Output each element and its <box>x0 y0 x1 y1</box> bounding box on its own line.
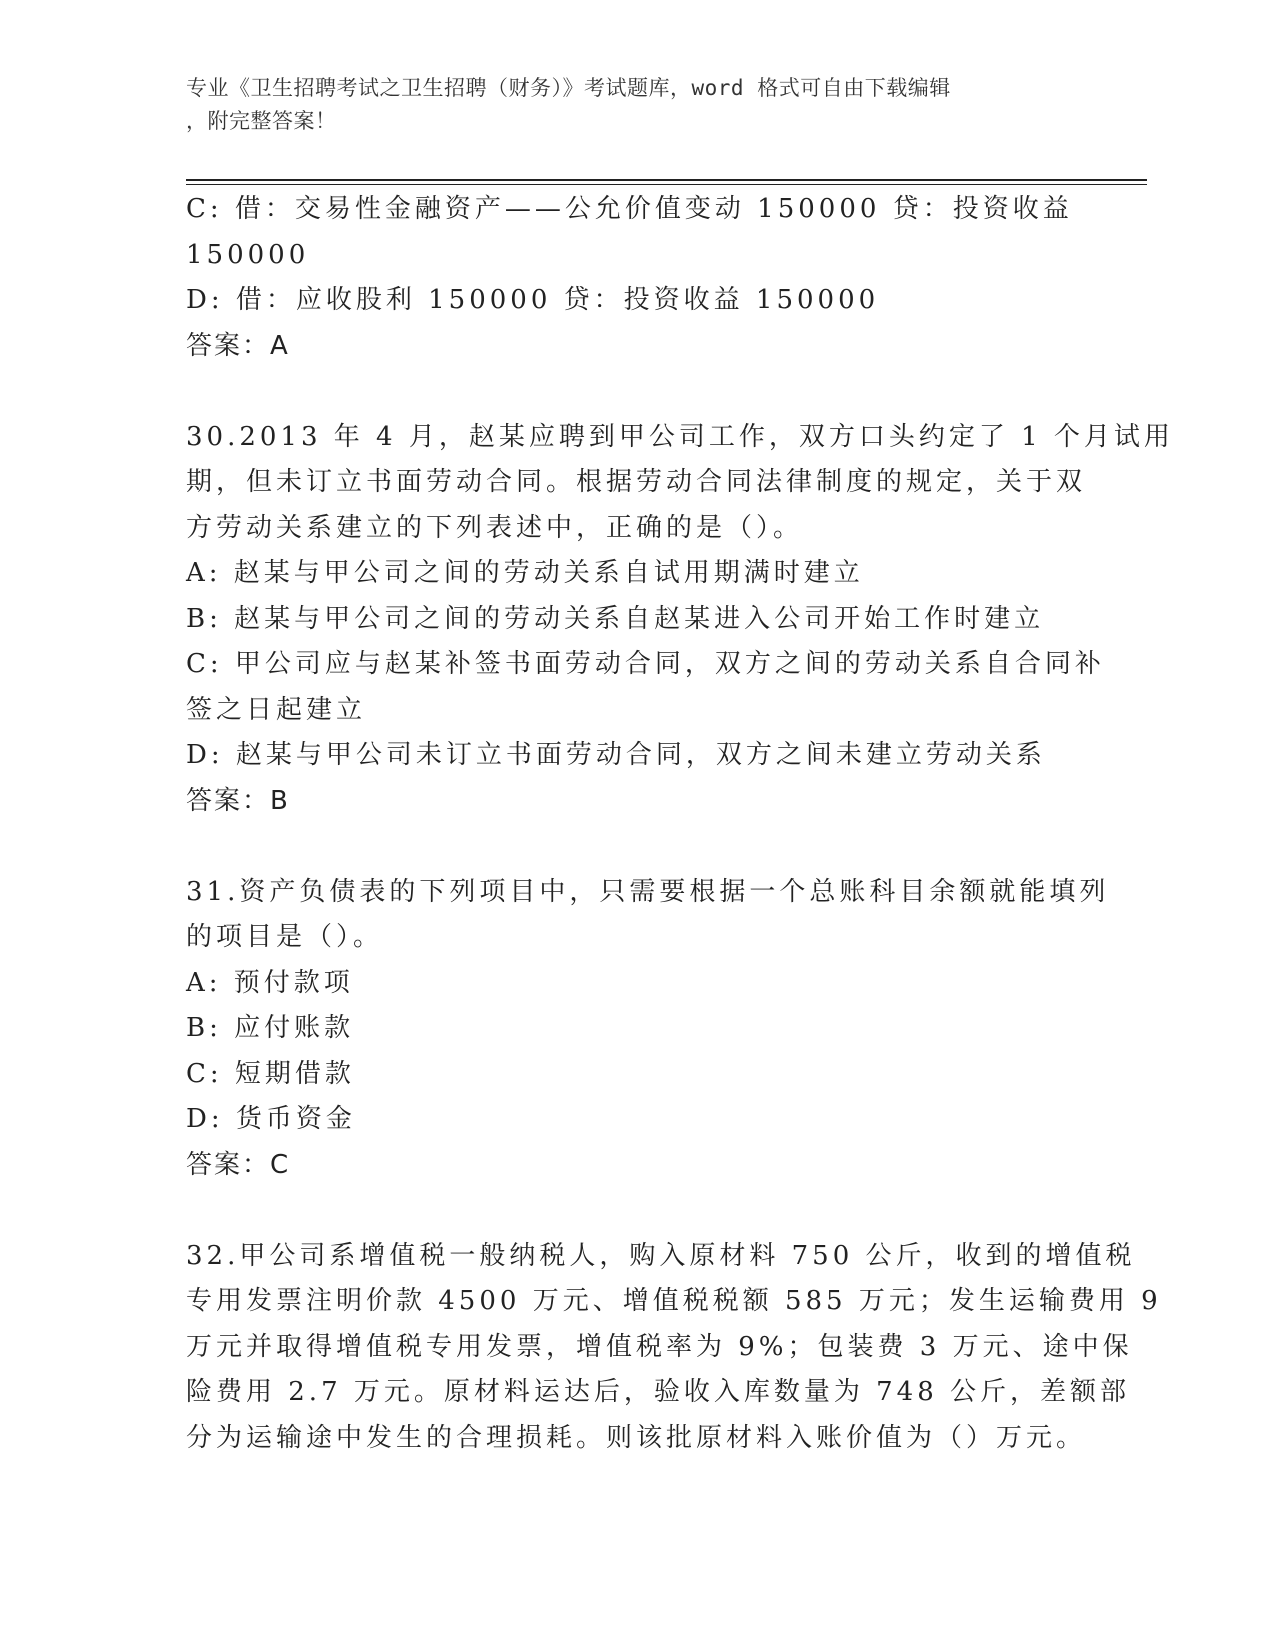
option-c-line-1: C: 借：交易性金融资产——公允价值变动 150000 贷：投资收益 <box>186 194 1073 224</box>
document-header <box>186 72 1086 138</box>
question-stem-line: 专用发票注明价款 4500 万元、增值税税额 585 万元；发生运输费用 9 <box>186 1286 1162 1316</box>
option-b: B: 赵某与甲公司之间的劳动关系自赵某进入公司开始工作时建立 <box>186 603 1045 634</box>
question-stem-line: 31.资产负债表的下列项目中，只需要根据一个总账科目余额就能填列 <box>186 876 1110 907</box>
question-stem-line: 30.2013 年 4 月，赵某应聘到甲公司工作，双方口头约定了 1 个月试用 <box>186 421 1174 452</box>
option-d: D: 赵某与甲公司未订立书面劳动合同，双方之间未建立劳动关系 <box>186 740 1046 770</box>
option-d: D: 借：应收股利 150000 贷：投资收益 150000 <box>186 285 880 315</box>
option-a: A: 赵某与甲公司之间的劳动关系自试用期满时建立 <box>186 558 864 588</box>
option-b: B: 应付账款 <box>186 1013 355 1043</box>
answer: 答案：C <box>186 1149 291 1180</box>
question-31 <box>186 870 1110 1189</box>
question-stem-line: 万元并取得增值税专用发票，增值税率为 9%；包装费 3 万元、途中保 <box>186 1331 1133 1362</box>
question-stem-line: 险费用 2.7 万元。原材料运达后，验收入库数量为 748 公斤，差额部 <box>186 1377 1131 1407</box>
question-content <box>186 187 1174 1461</box>
header-divider-thin <box>186 184 1147 185</box>
option-c-line-2: 签之日起建立 <box>186 694 367 725</box>
header-line-1: 专业《卫生招聘考试之卫生招聘（财务）》考试题库，word 格式可自由下载编辑 <box>186 76 951 100</box>
option-a: A: 预付款项 <box>186 967 354 998</box>
option-c-line-2: 150000 <box>186 239 310 270</box>
question-stem-line: 32.甲公司系增值税一般纳税人，购入原材料 750 公斤，收到的增值税 <box>186 1240 1136 1271</box>
spacer <box>186 824 1086 870</box>
question-stem-line: 的项目是（）。 <box>186 922 384 952</box>
header-divider-thick <box>186 179 1147 181</box>
question-stem-line: 期，但未订立书面劳动合同。根据劳动合同法律制度的规定，关于双 <box>186 467 1087 497</box>
header-line-2: ，附完整答案！ <box>186 109 337 133</box>
question-32 <box>186 1234 1162 1462</box>
spacer <box>186 1188 1086 1234</box>
answer: 答案：A <box>186 330 290 361</box>
question-stem-line: 方劳动关系建立的下列表述中，正确的是（）。 <box>186 512 804 543</box>
question-30 <box>186 415 1174 825</box>
option-d: D: 货币资金 <box>186 1104 356 1134</box>
question-stem-line: 分为运输途中发生的合理损耗。则该批原材料入账价值为（）万元。 <box>186 1422 1087 1453</box>
option-c-line-1: C: 甲公司应与赵某补签书面劳动合同，双方之间的劳动关系自合同补 <box>186 649 1105 679</box>
answer: 答案：B <box>186 785 290 816</box>
spacer <box>186 369 1086 415</box>
option-c: C: 短期借款 <box>186 1058 355 1089</box>
previous-question-tail <box>186 187 1086 369</box>
